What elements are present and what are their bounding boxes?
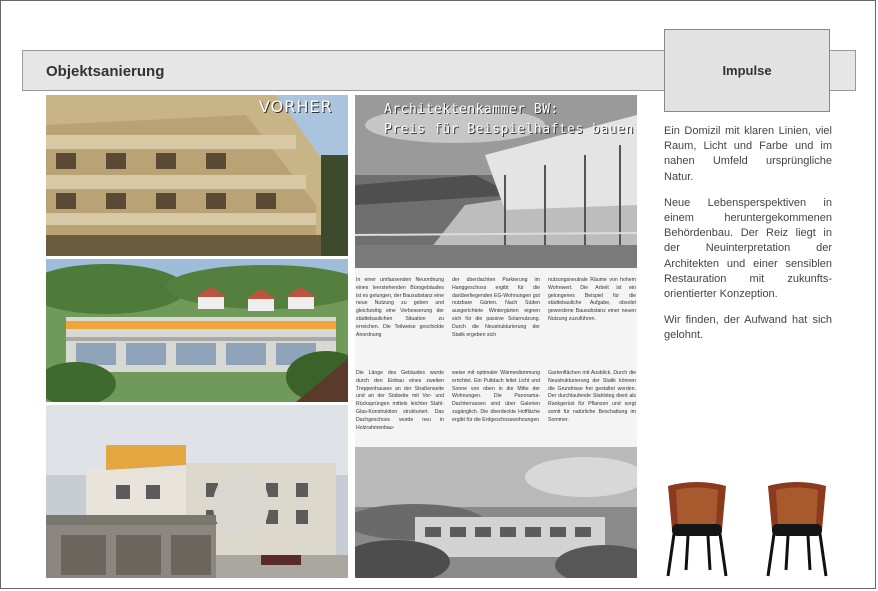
article-column-3a: nutzungsneutrale Räume von hohem Wohnwert. Die Arbeit ist ein gelungenes Beispiel für die städtebauliche Aufgabe, obsolet gewordene Bausubstanz einer neuen Nutzung zuzuführen.	[548, 277, 636, 322]
photo-before	[46, 95, 348, 256]
magazine-title-line1: Architektenkammer BW:	[384, 102, 559, 117]
page-title: Objektsanierung	[46, 63, 165, 80]
photo-after-street	[46, 405, 348, 578]
intro-paragraph-3: Wir finden, der Aufwand hat sich gelohnt.	[664, 314, 832, 342]
intro-paragraph-1: Ein Domizil mit klaren Linien, viel Raum, Licht und Farbe und im nahen Umfeld ursprüngliche Natur.	[664, 125, 832, 183]
article-column-2b: weise mit optimaler Wärmedämmung errichtet. Ein Pultdach leitet Licht und Sonne von oben in die Mitte der Wohnungen. Die Panorama-Dachterrassen sind über Galerien zugänglich. Die überdeckte Hoffläche ergibt für die Erdgeschosswohnungen	[452, 370, 540, 423]
article-column-1a: In einer umfassenden Neuordnung eines leerstehenden Bürogebäudes ist es gelungen, der Bausubstanz eine neue Nutzung zu geben und gleichzeitig eine Verbesserung der städtebaulichen Situation zu erreichen. Die Teilweise geschickte Anordnung	[356, 277, 444, 338]
magazine-title	[384, 100, 634, 140]
article-column-1b: Die Länge des Gebäudes wurde durch den Einbau eines zweiten Treppenhauses an der Straßenseite und an der Südseite mit Vor- und Rücksprüngen mittels leichter Stahl-Glas-Konstruktion strukturiert. Das Dachgeschoss wurde neu in Holzrahmenbau-	[356, 370, 444, 431]
before-label: VORHER	[259, 97, 333, 116]
chair-image-left	[662, 480, 732, 583]
chair-image-right	[762, 480, 832, 583]
impulse-box: Impulse	[664, 29, 830, 112]
article-column-2a: der überdachten Parkierung im Hanggeschoss ergibt für die darüberliegenden EG-Wohnungen gut nutzbare Gärten. Nach Süden ausgerichtete Wintergärten eignen sich für die passive Solarnutzung. Durch die Neustrukturierung der Statik ergeben sich	[452, 277, 540, 338]
intro-text	[664, 124, 832, 355]
intro-paragraph-2: Neue Lebensperspektiven in einem heruntergekommenen Behördenbau. Der Reiz liegt in der Neuinterpretation der Architekten und einer sensiblen Restauration mit zukunfts-orientierter Konzeption.	[664, 196, 832, 301]
magazine-photo-building	[355, 447, 637, 578]
magazine-title-line2: Preis für Beispielhaftes bauen	[384, 122, 634, 137]
photo-after-hillside	[46, 259, 348, 402]
article-column-3b: Gartenflächen mit Ausblick. Durch die Neustrukturierung der Statik können die Grundrisse frei gestaltet werden. Der durchlaufende Stahlsteg dient als Rankgerüst für Pflanzen und sorgt somit für natürliche Beschattung im Sommer.	[548, 370, 636, 423]
